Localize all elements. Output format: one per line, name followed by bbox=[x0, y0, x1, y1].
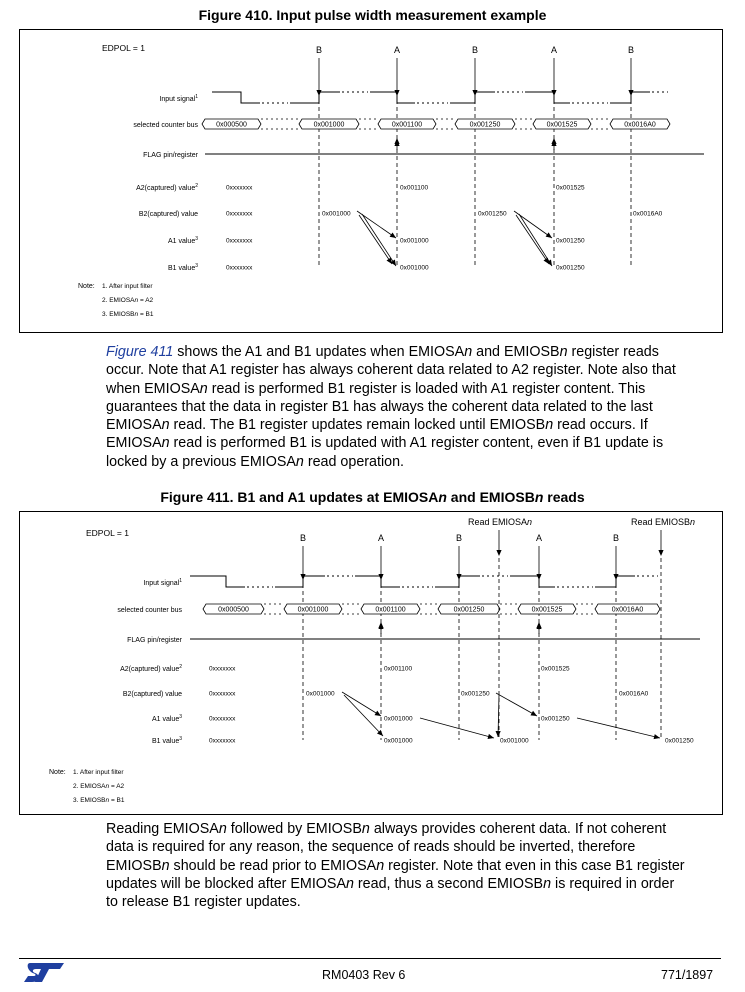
text-line bbox=[106, 820, 731, 838]
text-segment: and EMIOSB bbox=[472, 344, 560, 360]
bus-value: 0x001100 bbox=[391, 121, 423, 129]
a1-value: 0x001000 bbox=[400, 237, 429, 245]
bus-value: 0x001250 bbox=[469, 121, 501, 129]
transfer-arrow-head bbox=[546, 232, 552, 238]
row-label-flag: FLAG pin/register bbox=[143, 152, 198, 159]
b2-value: 0x0016A0 bbox=[619, 690, 649, 698]
figure-410-diagram bbox=[20, 30, 722, 332]
row-label-a1: A1 value$^3$ bbox=[151, 714, 182, 723]
note-1: 1. After input filter bbox=[73, 769, 124, 776]
text-line bbox=[106, 875, 731, 893]
transfer-arrow-head bbox=[543, 258, 549, 264]
event-label: B bbox=[612, 533, 620, 543]
transfer-arrow-head bbox=[390, 232, 396, 238]
event-label: A bbox=[550, 45, 558, 55]
row-label-b1: B1 value$^3$ bbox=[151, 736, 182, 745]
row-label-b1: B1 value$^3$ bbox=[167, 263, 198, 272]
row-label-counter-bus: selected counter bus bbox=[133, 122, 198, 129]
figure-410 bbox=[19, 29, 723, 333]
event-label: B bbox=[315, 45, 323, 55]
transfer-arrow-head bbox=[488, 734, 494, 739]
a2-value: 0x001100 bbox=[384, 665, 413, 673]
italic-n: n bbox=[361, 821, 370, 837]
figure-410-caption: Figure 410. Input pulse width measurement example bbox=[198, 7, 547, 23]
italic-n: n bbox=[161, 417, 170, 434]
text-segment: updates will be blocked after EMIOSA bbox=[106, 875, 346, 892]
b2-value: 0x001250 bbox=[478, 210, 507, 218]
waveform-break bbox=[245, 574, 275, 589]
initial-value: 0xxxxxxx bbox=[209, 715, 236, 723]
text-line bbox=[106, 434, 731, 452]
a1-value: 0x001000 bbox=[384, 715, 413, 723]
note-1: 1. After input filter bbox=[102, 283, 153, 290]
waveform-break bbox=[325, 574, 355, 589]
row-label-flag: FLAG pin/register bbox=[127, 637, 182, 644]
italic-n: n bbox=[218, 821, 227, 837]
a1-value: 0x001250 bbox=[541, 715, 570, 723]
text-line bbox=[106, 380, 731, 398]
text-segment: always provides coherent data. If not coherent bbox=[369, 821, 667, 837]
figure-411-diagram bbox=[20, 512, 722, 814]
initial-value: 0xxxxxxx bbox=[226, 237, 253, 245]
bus-value: 0x001000 bbox=[313, 121, 345, 129]
text-segment: when EMIOSA bbox=[106, 380, 200, 397]
text-segment: Reading EMIOSA bbox=[106, 821, 219, 837]
row-label-input-signal: Input signal$^1$ bbox=[143, 578, 182, 587]
transfer-arrow-head bbox=[654, 734, 660, 739]
initial-value: 0xxxxxxx bbox=[209, 665, 236, 673]
bus-value: 0x001250 bbox=[453, 606, 485, 614]
read-arrow-head bbox=[658, 550, 663, 556]
initial-value: 0xxxxxxx bbox=[226, 210, 253, 218]
italic-n: n bbox=[161, 857, 170, 874]
text-segment: followed by EMIOSB bbox=[226, 821, 362, 837]
edpol-label: EDPOL = 1 bbox=[102, 43, 145, 53]
initial-value: 0xxxxxxx bbox=[209, 690, 236, 698]
italic-n: n bbox=[543, 875, 552, 892]
transfer-arrow bbox=[344, 695, 383, 736]
text-segment: shows the A1 and B1 updates when EMIOSA bbox=[173, 344, 465, 360]
footer-doc-id: RM0403 Rev 6 bbox=[322, 968, 406, 982]
b1-value: 0x001250 bbox=[665, 737, 694, 745]
waveform-break bbox=[480, 574, 510, 589]
transfer-arrow bbox=[420, 718, 494, 738]
a1-value: 0x001250 bbox=[556, 237, 585, 245]
text-segment: is required in order bbox=[551, 875, 675, 892]
initial-value: 0xxxxxxx bbox=[226, 184, 253, 192]
bus-value: 0x001525 bbox=[546, 121, 578, 129]
capture-arrow-head bbox=[551, 138, 556, 144]
text-line bbox=[106, 361, 731, 379]
waveform-break bbox=[260, 90, 290, 105]
row-label-a1: A1 value$^3$ bbox=[167, 236, 198, 245]
bus-value: 0x0016A0 bbox=[624, 121, 656, 129]
capture-arrow-head bbox=[378, 622, 383, 628]
b2-value: 0x001250 bbox=[461, 690, 490, 698]
text-line bbox=[106, 343, 731, 361]
waveform-break bbox=[495, 90, 525, 105]
paragraph-2 bbox=[106, 820, 731, 911]
text-line bbox=[106, 857, 731, 875]
b1-value: 0x001250 bbox=[556, 264, 585, 272]
text-segment: guarantees that the data in register B1 has always the coherent data related to the last bbox=[106, 398, 653, 415]
bus-value: 0x000500 bbox=[218, 606, 249, 614]
footer-page-number: 771/1897 bbox=[661, 968, 714, 982]
row-label-b2: B2(captured) value bbox=[138, 211, 198, 218]
text-segment: occur. Note that A1 register has always coherent data related to A2 register. Note also that bbox=[106, 362, 676, 379]
text-segment: EMIOSB bbox=[106, 857, 162, 874]
paragraph-1 bbox=[106, 343, 731, 471]
transfer-arrow bbox=[359, 215, 392, 264]
text-line bbox=[106, 398, 731, 416]
row-label-counter-bus: selected counter bus bbox=[117, 607, 182, 614]
read-arrow-head bbox=[496, 550, 501, 556]
a2-value: 0x001525 bbox=[556, 184, 585, 192]
b1-value: 0x001000 bbox=[400, 264, 429, 272]
italic-n: n bbox=[199, 380, 208, 397]
text-segment: read is performed B1 register is loaded with A1 register content. This bbox=[207, 380, 646, 397]
initial-value: 0xxxxxxx bbox=[209, 737, 236, 745]
b2-value: 0x0016A0 bbox=[633, 210, 663, 218]
a2-value: 0x001525 bbox=[541, 665, 570, 673]
bus-value: 0x001000 bbox=[297, 606, 329, 614]
transfer-arrow bbox=[577, 718, 660, 738]
event-label: A bbox=[535, 533, 543, 543]
b2-value: 0x001000 bbox=[322, 210, 351, 218]
italic-n: n bbox=[346, 875, 354, 892]
waveform-break bbox=[340, 90, 370, 105]
transfer-arrow bbox=[516, 215, 549, 264]
capture-arrow-head bbox=[536, 622, 541, 628]
st-logo-icon bbox=[22, 961, 66, 983]
event-label: B bbox=[471, 45, 479, 55]
text-line bbox=[106, 416, 731, 434]
b1-value: 0x001000 bbox=[384, 737, 413, 745]
row-label-a2: A2(captured) value$^2$ bbox=[136, 183, 198, 192]
figure-411-caption: Figure 411. B1 and A1 updates at EMIOSAn and EMIOSBn reads bbox=[160, 489, 585, 505]
transfer-arrow bbox=[496, 693, 537, 716]
initial-value: 0xxxxxxx bbox=[226, 264, 253, 272]
text-segment: data is required for any reason, the sequence of reads should be inverted, therefore bbox=[106, 839, 636, 856]
event-label: B bbox=[627, 45, 635, 55]
italic-n: n bbox=[545, 417, 554, 434]
row-label-a2: A2(captured) value$^2$ bbox=[120, 664, 182, 673]
italic-n: n bbox=[161, 435, 170, 452]
transfer-arrow-head bbox=[496, 731, 501, 737]
bus-value: 0x001525 bbox=[531, 606, 563, 614]
italic-n: n bbox=[559, 344, 568, 360]
note-label: Note: bbox=[78, 283, 95, 290]
text-segment: register. Note that even in this case B1 register bbox=[384, 857, 685, 874]
figure-411 bbox=[19, 511, 723, 815]
note-3: 3. EMIOSBn = B1 bbox=[73, 797, 125, 804]
read-emiosb-label: Read EMIOSBn bbox=[630, 517, 696, 527]
text-segment: EMIOSA bbox=[106, 417, 162, 434]
text-segment: read. The B1 register updates remain locked until EMIOSB bbox=[169, 417, 546, 434]
edpol-label: EDPOL = 1 bbox=[86, 528, 129, 538]
row-label-input-signal: Input signal$^1$ bbox=[159, 94, 198, 103]
text-line bbox=[106, 453, 731, 471]
b1-value: 0x001000 bbox=[500, 737, 529, 745]
italic-n: n bbox=[376, 857, 385, 874]
italic-n: n bbox=[295, 453, 304, 470]
bus-value: 0x000500 bbox=[216, 121, 247, 129]
note-label: Note: bbox=[49, 769, 66, 776]
text-segment: to release B1 register updates. bbox=[106, 894, 301, 911]
a2-value: 0x001100 bbox=[400, 184, 429, 192]
text-line bbox=[106, 838, 731, 856]
note-2: 2. EMIOSAn = A2 bbox=[102, 297, 154, 304]
event-label: B bbox=[455, 533, 463, 543]
figure-411-link[interactable]: Figure 411 bbox=[106, 344, 174, 360]
text-segment: EMIOSA bbox=[106, 435, 162, 452]
italic-n: n bbox=[464, 344, 473, 360]
bus-value: 0x0016A0 bbox=[611, 606, 644, 614]
capture-arrow-head bbox=[394, 138, 399, 144]
footer-rule bbox=[19, 958, 721, 959]
text-segment: read is performed B1 is updated with A1 register content, even if B1 update is bbox=[169, 435, 664, 452]
transfer-arrow-head bbox=[530, 711, 537, 716]
text-segment: read occurs. If bbox=[553, 417, 648, 434]
row-label-b2: B2(captured) value bbox=[122, 691, 182, 698]
text-segment: should be read prior to EMIOSA bbox=[169, 857, 377, 874]
event-label: B bbox=[299, 533, 307, 543]
note-3: 3. EMIOSBn = B1 bbox=[102, 311, 154, 318]
event-label: A bbox=[377, 533, 385, 543]
text-line bbox=[106, 893, 731, 911]
text-segment: read operation. bbox=[303, 453, 405, 470]
transfer-arrow-head bbox=[375, 711, 381, 716]
text-segment: register reads bbox=[567, 344, 659, 360]
note-2: 2. EMIOSAn = A2 bbox=[73, 783, 125, 790]
text-segment: locked by a previous EMIOSA bbox=[106, 453, 296, 470]
text-segment: read, thus a second EMIOSB bbox=[353, 875, 544, 892]
b2-value: 0x001000 bbox=[306, 690, 335, 698]
event-label: A bbox=[393, 45, 401, 55]
read-emiosa-label: Read EMIOSAn bbox=[467, 517, 533, 527]
transfer-arrow bbox=[342, 692, 381, 716]
bus-value: 0x001100 bbox=[375, 606, 406, 614]
